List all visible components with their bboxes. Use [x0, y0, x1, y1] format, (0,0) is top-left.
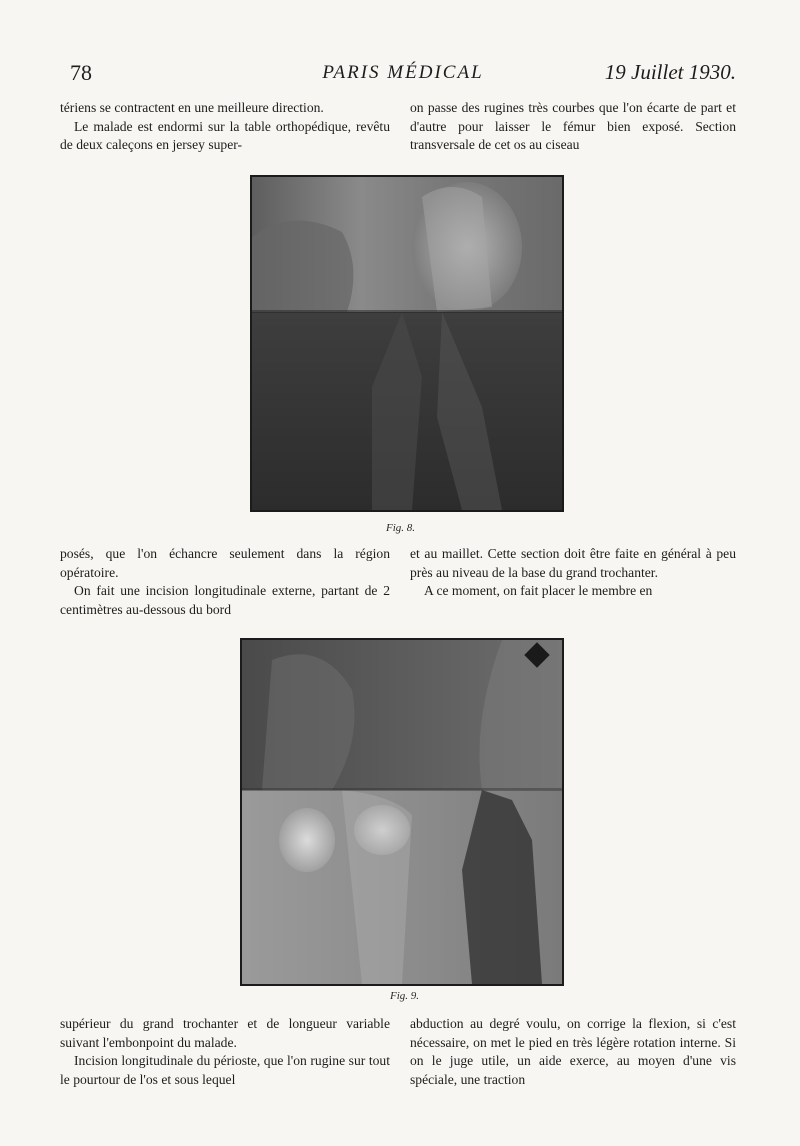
page-header	[70, 60, 736, 88]
paragraph: tériens se contractent en une meilleure direction.	[60, 100, 324, 115]
paragraph: supérieur du grand trochanter et de longueur variable suivant l'embonpoint du malade.	[60, 1016, 390, 1050]
radiograph-image	[242, 640, 562, 984]
left-column-bottom	[60, 1015, 390, 1089]
figure-9-caption: Fig. 9.	[390, 990, 420, 1002]
issue-date: 19 Juillet 1930.	[604, 60, 736, 84]
figure-8-caption: Fig. 8.	[386, 522, 416, 534]
paragraph: et au maillet. Cette section doit être faite en général à peu près au niveau de la base du grand trochanter.	[410, 546, 736, 580]
paragraph: posés, que l'on échancre seulement dans la région opératoire.	[60, 546, 390, 580]
left-column-middle	[60, 545, 390, 619]
paragraph: abduction au degré voulu, on corrige la flexion, si c'est nécessaire, on met le pied en très légère rotation interne. Si on le juge utile, un aide exerce, au moyen d'une vis spéciale, une traction	[410, 1016, 736, 1087]
page-number: 78	[70, 60, 92, 85]
left-column-top	[60, 99, 390, 155]
paragraph: on passe des rugines très courbes que l'on écarte de part et d'autre pour laisser le fémur bien exposé. Section transversale de cet os au ciseau	[410, 100, 736, 152]
right-column-bottom	[410, 1015, 736, 1089]
right-column-top	[410, 99, 736, 155]
figure-8-radiograph	[250, 175, 564, 512]
paragraph: On fait une incision longitudinale externe, partant de 2 centimètres au-dessous du bord	[60, 583, 390, 617]
figure-9-radiograph	[240, 638, 564, 986]
radiograph-image	[252, 177, 562, 510]
journal-title: PARIS MÉDICAL	[322, 62, 484, 83]
paragraph: Incision longitudinale du périoste, que l'on rugine sur tout le pourtour de l'os et sous lequel	[60, 1053, 390, 1087]
right-column-middle	[410, 545, 736, 601]
paragraph: Le malade est endormi sur la table orthopédique, revêtu de deux caleçons en jersey super-	[60, 118, 390, 152]
paragraph: A ce moment, on fait placer le membre en	[424, 583, 653, 598]
